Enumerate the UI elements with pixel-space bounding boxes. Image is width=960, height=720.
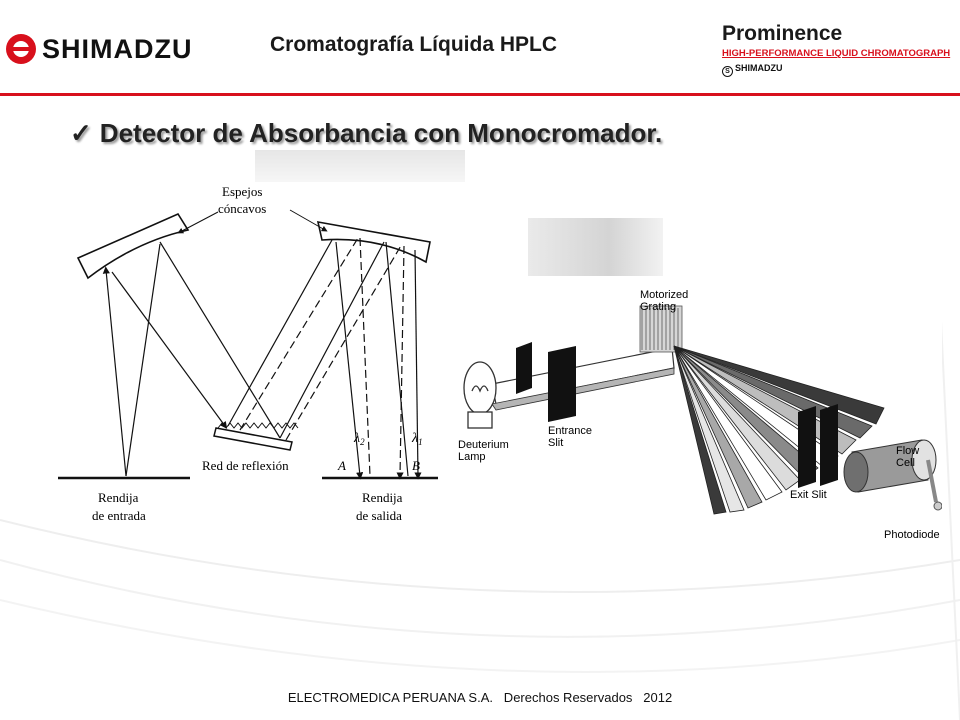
shimadzu-logo: [6, 32, 196, 66]
grating-label-line2: Grating: [640, 301, 677, 313]
entrance-slit-plate-2: [548, 346, 576, 422]
lamp-label-line2: Lamp: [458, 451, 486, 463]
checkmark-icon: ✓: [70, 118, 92, 148]
entrance-slit-plate-1: [516, 342, 532, 394]
faded-photo-fragment: [255, 150, 465, 182]
bullet-heading: [70, 118, 662, 149]
prominence-logo: [722, 22, 958, 77]
exit-slit-label-line1: Rendija: [362, 490, 403, 505]
point-b-label: B: [412, 458, 420, 473]
left-concave-mirror: [78, 214, 188, 278]
grating-label-line1: Motorized: [640, 289, 689, 301]
faded-photo-fragment-2: [528, 218, 663, 276]
entrance-slit-label-line2: de entrada: [92, 508, 146, 523]
lambda2-label: $\lambda_2$: [354, 431, 365, 447]
entrance-slit-label-line1: Rendija: [98, 490, 139, 505]
slide-title: Cromatografía Líquida HPLC: [270, 33, 558, 56]
product-brand-text: SHIMADZU: [735, 63, 783, 73]
lamp-label-line1: Deuterium: [458, 439, 509, 451]
point-a-label: A: [338, 458, 346, 473]
flow-cell-label-line2: Cell: [896, 457, 915, 469]
exit-slit-plate-1: [798, 406, 816, 488]
entrance-slit-label-line1: Entrance: [548, 425, 593, 437]
shimadzu-mark-icon: [6, 34, 36, 64]
deuterium-lamp: [464, 362, 496, 428]
product-subtitle: HIGH-PERFORMANCE LIQUID CHROMATOGRAPH: [722, 48, 951, 59]
product-name: Prominence: [722, 22, 843, 45]
photodiode-label: Photodiode: [884, 529, 940, 541]
mirrors-label-line2: cóncavos: [218, 201, 267, 216]
flow-cell-label-line1: Flow: [896, 445, 920, 457]
exit-slit-label: Exit Slit: [790, 489, 827, 501]
right-concave-mirror: [318, 222, 430, 262]
entrance-slit-label-line2: Slit: [548, 437, 564, 449]
lambda1-label: $\lambda_1$: [412, 431, 423, 447]
footer-text: ELECTROMEDICA PERUANA S.A. Derechos Reservados 2012: [287, 690, 673, 705]
brand-mark-icon: S: [722, 66, 733, 77]
shimadzu-logo-text: SHIMADZU: [42, 34, 193, 64]
grating-label: Red de reflexión: [202, 458, 289, 473]
mirrors-label-line1: Espejos: [222, 184, 263, 199]
header-divider: [0, 93, 960, 96]
detector-optics-diagram: [452, 276, 942, 546]
bullet-text: Detector de Absorbancia con Monocromador.: [99, 118, 663, 148]
monochromator-diagram: [40, 180, 460, 530]
exit-slit-label-line2: de salida: [356, 508, 402, 523]
product-brand: [722, 63, 958, 77]
exit-slit-plate-2: [820, 404, 838, 486]
